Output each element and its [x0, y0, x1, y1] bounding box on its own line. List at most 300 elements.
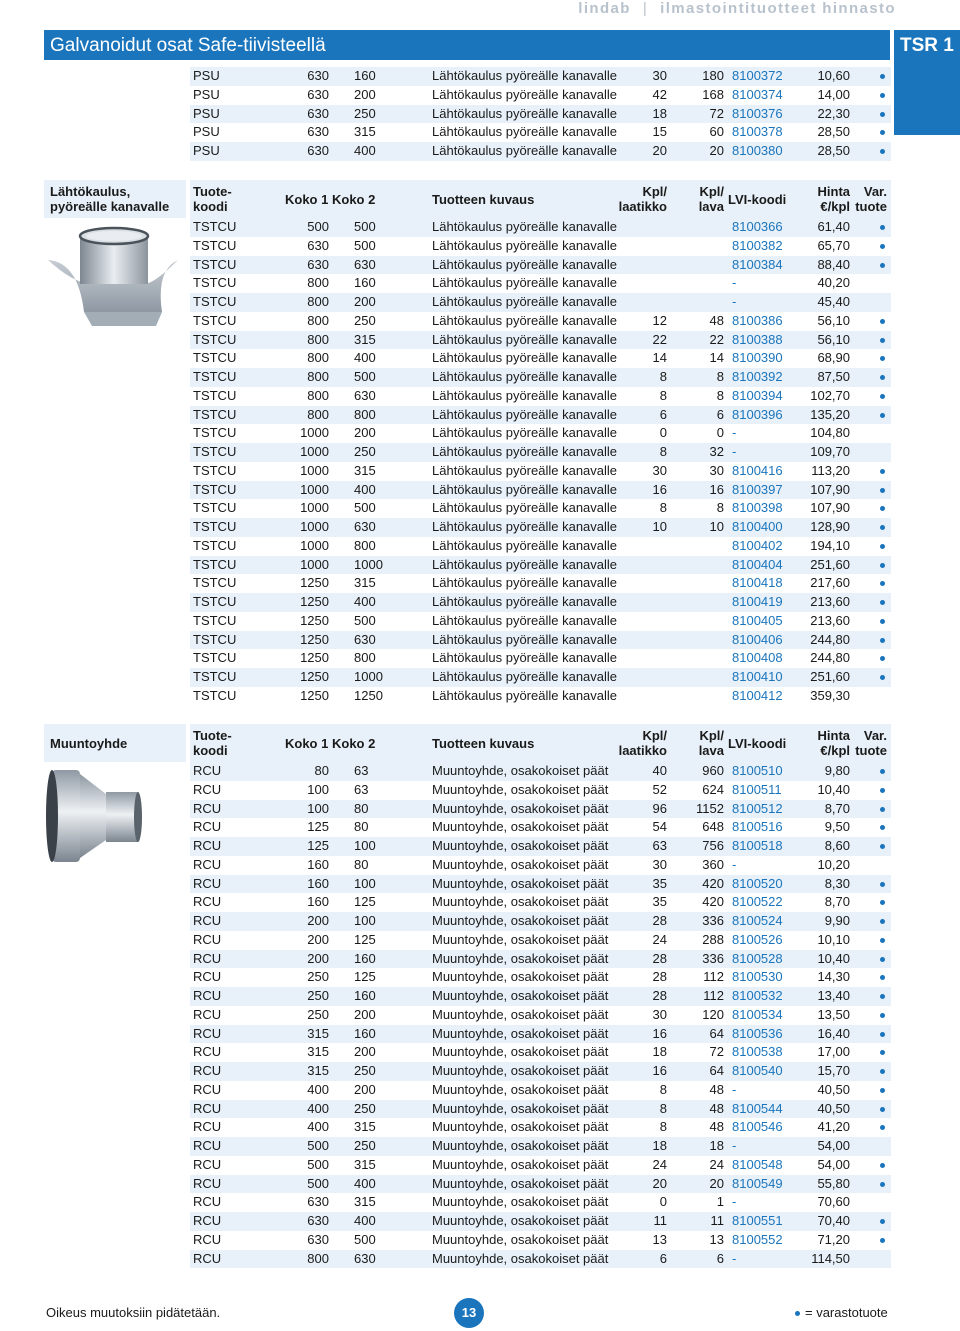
size-1: 500: [307, 1138, 329, 1153]
size-1: 630: [307, 1213, 329, 1228]
stock-dot-icon: [880, 130, 885, 135]
table-row: [190, 424, 891, 443]
lvi-code: 8100388: [732, 331, 783, 347]
product-code: TSTCU: [193, 312, 237, 328]
qty-per-pallet: 756: [702, 838, 724, 853]
product-code: RCU: [193, 969, 222, 985]
qty-per-box: 35: [652, 875, 667, 891]
lvi-code: 8100549: [732, 1175, 783, 1191]
product-description: Muuntoyhde, osakokoiset päät: [432, 894, 609, 910]
size-1: 630: [307, 68, 329, 83]
stock-dot-icon: [880, 225, 885, 230]
table-row: [190, 649, 891, 668]
lvi-code: 8100378: [732, 124, 783, 140]
stock-dot-icon: [880, 93, 885, 98]
size-1: 800: [307, 312, 329, 328]
qty-per-pallet: 48: [709, 1119, 724, 1135]
product-description: Lähtökaulus pyöreälle kanavalle: [432, 105, 618, 121]
qty-per-box: 30: [652, 856, 667, 872]
size-2: 100: [354, 875, 376, 891]
unit-price: 40,20: [817, 275, 850, 291]
unit-price: 40,50: [817, 1081, 850, 1097]
size-2: 160: [354, 1025, 376, 1041]
product-description: Lähtökaulus pyöreälle kanavalle: [432, 631, 618, 647]
qty-per-box: 28: [652, 988, 667, 1003]
size-2: 250: [354, 1138, 376, 1153]
product-description: Muuntoyhde, osakokoiset päät: [432, 800, 609, 816]
header-price: Hinta €/kpl: [817, 184, 850, 214]
unit-price: 107,90: [810, 500, 850, 516]
product-code: TSTCU: [193, 462, 237, 478]
size-1: 1000: [300, 519, 329, 534]
qty-per-box: 18: [652, 105, 667, 121]
lvi-code: 8100551: [732, 1213, 783, 1228]
qty-per-pallet: 22: [709, 331, 724, 347]
unit-price: 135,20: [810, 406, 850, 422]
stock-dot-icon: [880, 563, 885, 568]
size-1: 315: [307, 1044, 329, 1060]
unit-price: 194,10: [810, 537, 850, 553]
table-row: [190, 631, 891, 650]
rcu-table: [190, 724, 891, 1268]
table-row: [190, 1118, 891, 1137]
lvi-code: 8100534: [732, 1006, 783, 1022]
size-2: 500: [354, 369, 376, 384]
stock-dot-icon: [880, 413, 885, 418]
product-code: RCU: [193, 931, 222, 947]
page-title: Galvanoidut osat Safe-tiivisteellä: [44, 30, 890, 60]
lvi-code: 8100552: [732, 1231, 783, 1247]
lvi-code: -: [732, 444, 737, 459]
product-code: PSU: [193, 86, 220, 102]
product-description: Lähtökaulus pyöreälle kanavalle: [432, 124, 618, 140]
stock-dot-icon: [880, 1163, 885, 1168]
header-stock: Var. tuote: [855, 728, 887, 758]
section-label-reducer: Muuntoyhde: [44, 724, 186, 762]
qty-per-box: 20: [652, 143, 667, 158]
size-2: 500: [354, 500, 376, 516]
qty-per-box: 54: [652, 819, 667, 835]
size-2: 125: [354, 894, 376, 910]
size-1: 800: [307, 387, 329, 403]
table-row: [190, 818, 891, 837]
size-1: 1000: [300, 556, 329, 572]
stock-dot-icon: [880, 74, 885, 79]
product-code: TSTCU: [193, 500, 237, 516]
stock-dot-icon: [880, 1088, 885, 1093]
stock-dot-icon: [880, 469, 885, 474]
qty-per-pallet: 420: [702, 894, 724, 910]
qty-per-box: 20: [652, 1175, 667, 1191]
qty-per-box: 40: [652, 763, 667, 778]
size-2: 250: [354, 1100, 376, 1116]
product-description: Muuntoyhde, osakokoiset päät: [432, 1081, 609, 1097]
stock-dot-icon: [880, 675, 885, 680]
header-per-pallet: Kpl/ lava: [698, 728, 724, 758]
qty-per-pallet: 48: [709, 1100, 724, 1116]
product-description: Muuntoyhde, osakokoiset päät: [432, 763, 609, 778]
lvi-code: 8100528: [732, 950, 783, 966]
size-2: 630: [354, 387, 376, 403]
qty-per-pallet: 168: [702, 86, 724, 102]
table-row: [190, 687, 891, 706]
unit-price: 213,60: [810, 612, 850, 628]
size-1: 1000: [300, 500, 329, 516]
table-row: [190, 293, 891, 312]
size-2: 200: [354, 1044, 376, 1060]
unit-price: 70,60: [817, 1194, 850, 1210]
product-code: TSTCU: [193, 481, 237, 497]
stock-dot-icon: [880, 900, 885, 905]
qty-per-box: 22: [652, 331, 667, 347]
unit-price: 22,30: [817, 105, 850, 121]
lvi-code: 8100546: [732, 1119, 783, 1135]
size-2: 80: [354, 819, 369, 835]
unit-price: 9,50: [824, 819, 850, 835]
size-1: 800: [307, 350, 329, 366]
qty-per-box: 30: [652, 68, 667, 83]
qty-per-pallet: 6: [716, 406, 724, 422]
product-description: Lähtökaulus pyöreälle kanavalle: [432, 369, 618, 384]
header-koko1: Koko 1: [285, 192, 329, 207]
stock-dot-icon: [880, 938, 885, 943]
product-code: RCU: [193, 1250, 222, 1266]
size-1: 630: [307, 124, 329, 140]
stock-dot-icon: [880, 244, 885, 249]
stock-dot-icon: [880, 619, 885, 624]
size-1: 630: [307, 1231, 329, 1247]
qty-per-pallet: 64: [709, 1025, 724, 1041]
unit-price: 15,70: [817, 1063, 850, 1078]
size-2: 500: [354, 219, 376, 234]
product-description: Lähtökaulus pyöreälle kanavalle: [432, 537, 618, 553]
product-description: Lähtökaulus pyöreälle kanavalle: [432, 219, 618, 234]
unit-price: 56,10: [817, 312, 850, 328]
stock-dot-icon: [880, 149, 885, 154]
lvi-code: -: [732, 275, 737, 291]
header-price: Hinta €/kpl: [817, 728, 850, 758]
unit-price: 55,80: [817, 1175, 850, 1191]
product-code: RCU: [193, 1119, 222, 1135]
unit-price: 8,30: [824, 875, 850, 891]
lvi-code: 8100404: [732, 556, 783, 572]
product-description: Lähtökaulus pyöreälle kanavalle: [432, 256, 618, 272]
product-code: TSTCU: [193, 537, 237, 553]
unit-price: 71,20: [817, 1231, 850, 1247]
qty-per-pallet: 8: [716, 369, 724, 384]
product-code: TSTCU: [193, 275, 237, 291]
product-code: PSU: [193, 68, 220, 83]
unit-price: 87,50: [817, 369, 850, 384]
table-header: [190, 180, 891, 218]
product-code: TSTCU: [193, 669, 237, 684]
lvi-code: 8100405: [732, 612, 783, 628]
product-description: Muuntoyhde, osakokoiset päät: [432, 838, 609, 853]
qty-per-box: 52: [652, 781, 667, 797]
product-code: TSTCU: [193, 575, 237, 591]
stock-dot-icon: [880, 600, 885, 605]
lvi-code: -: [732, 1138, 737, 1153]
size-1: 400: [307, 1081, 329, 1097]
size-2: 250: [354, 1063, 376, 1078]
stock-dot-icon: [880, 1069, 885, 1074]
size-2: 1250: [354, 687, 383, 703]
qty-per-box: 8: [659, 387, 667, 403]
size-1: 800: [307, 275, 329, 291]
lvi-code: 8100397: [732, 481, 783, 497]
size-2: 500: [354, 237, 376, 253]
table-row: [190, 1062, 891, 1081]
catalog-name: ilmastointituotteet hinnasto: [660, 0, 896, 17]
product-description: Lähtökaulus pyöreälle kanavalle: [432, 86, 618, 102]
qty-per-pallet: 960: [702, 763, 724, 778]
qty-per-pallet: 336: [702, 950, 724, 966]
unit-price: 10,40: [817, 950, 850, 966]
header-koko1: Koko 1: [285, 736, 329, 751]
lvi-code: 8100526: [732, 931, 783, 947]
stock-dot-icon: [880, 544, 885, 549]
unit-price: 65,70: [817, 237, 850, 253]
stock-dot-icon: [880, 1125, 885, 1130]
size-2: 63: [354, 781, 369, 797]
lvi-code: 8100524: [732, 913, 783, 928]
product-description: Lähtökaulus pyöreälle kanavalle: [432, 275, 618, 291]
qty-per-box: 28: [652, 913, 667, 928]
product-description: Muuntoyhde, osakokoiset päät: [432, 1231, 609, 1247]
takeoff-collar-image: [44, 222, 184, 332]
stock-dot-icon: [880, 844, 885, 849]
brand-line: [578, 0, 896, 17]
size-2: 100: [354, 913, 376, 928]
stock-dot-icon: [880, 994, 885, 999]
size-1: 500: [307, 219, 329, 234]
table-row: [190, 968, 891, 987]
qty-per-box: 15: [652, 124, 667, 140]
qty-per-pallet: 6: [716, 1250, 724, 1266]
qty-per-pallet: 648: [702, 819, 724, 835]
product-code: TSTCU: [193, 237, 237, 253]
stock-dot-icon: [880, 656, 885, 661]
header-description: Tuotteen kuvaus: [432, 736, 535, 751]
unit-price: 41,20: [817, 1119, 850, 1135]
stock-dot-icon: [880, 525, 885, 530]
table-row: [190, 1006, 891, 1025]
qty-per-pallet: 32: [709, 444, 724, 459]
product-description: Muuntoyhde, osakokoiset päät: [432, 1250, 609, 1266]
size-1: 800: [307, 1250, 329, 1266]
size-1: 100: [307, 781, 329, 797]
qty-per-pallet: 112: [703, 988, 724, 1003]
product-code: TSTCU: [193, 612, 237, 628]
stock-dot-icon: [880, 807, 885, 812]
qty-per-box: 6: [659, 1250, 667, 1266]
size-2: 315: [354, 1119, 376, 1135]
qty-per-pallet: 120: [702, 1006, 724, 1022]
lvi-code: 8100396: [732, 406, 783, 422]
unit-price: 88,40: [817, 256, 850, 272]
qty-per-box: 14: [652, 350, 667, 366]
lvi-code: 8100540: [732, 1063, 783, 1078]
size-2: 400: [354, 1175, 376, 1191]
lvi-code: 8100520: [732, 875, 783, 891]
unit-price: 68,90: [817, 350, 850, 366]
product-description: Muuntoyhde, osakokoiset päät: [432, 1138, 609, 1153]
qty-per-box: 24: [652, 931, 667, 947]
size-2: 400: [354, 1213, 376, 1228]
stock-dot-icon: [880, 975, 885, 980]
header-code: Tuote- koodi: [193, 184, 232, 214]
stock-dot-icon: [880, 394, 885, 399]
product-code: RCU: [193, 913, 222, 928]
lvi-code: 8100511: [732, 781, 782, 797]
size-1: 800: [307, 331, 329, 347]
unit-price: 14,30: [817, 969, 850, 985]
stock-dot-icon: [880, 1107, 885, 1112]
product-description: Muuntoyhde, osakokoiset päät: [432, 1156, 609, 1172]
qty-per-pallet: 48: [709, 312, 724, 328]
size-1: 1250: [300, 612, 329, 628]
size-1: 80: [314, 763, 329, 778]
product-description: Muuntoyhde, osakokoiset päät: [432, 913, 609, 928]
product-code: RCU: [193, 1213, 222, 1228]
product-description: Lähtökaulus pyöreälle kanavalle: [432, 143, 618, 158]
table-row: [190, 574, 891, 593]
table-row: [190, 312, 891, 331]
size-2: 100: [354, 838, 376, 853]
unit-price: 8,70: [824, 894, 850, 910]
table-row: [190, 1175, 891, 1194]
product-description: Lähtökaulus pyöreälle kanavalle: [432, 650, 618, 666]
qty-per-pallet: 64: [709, 1063, 724, 1078]
qty-per-box: 10: [652, 519, 667, 534]
size-2: 630: [354, 519, 376, 534]
size-1: 630: [307, 1194, 329, 1210]
unit-price: 17,00: [817, 1044, 850, 1060]
product-description: Lähtökaulus pyöreälle kanavalle: [432, 519, 618, 534]
qty-per-pallet: 72: [709, 1044, 724, 1060]
size-1: 1250: [300, 631, 329, 647]
stock-dot-icon: [880, 506, 885, 511]
table-row: [190, 1043, 891, 1062]
size-1: 500: [307, 1175, 329, 1191]
qty-per-box: 16: [652, 481, 667, 497]
header-lvi: LVI-koodi: [728, 736, 787, 751]
product-code: TSTCU: [193, 387, 237, 403]
qty-per-pallet: 360: [702, 856, 724, 872]
header-code: Tuote- koodi: [193, 728, 232, 758]
lvi-code: 8100544: [732, 1100, 783, 1116]
size-2: 1000: [354, 669, 383, 684]
qty-per-box: 24: [652, 1156, 667, 1172]
product-code: RCU: [193, 988, 222, 1003]
stock-dot-icon: [880, 112, 885, 117]
qty-per-box: 0: [659, 1194, 667, 1210]
size-2: 315: [354, 1156, 376, 1172]
lvi-code: 8100380: [732, 143, 783, 158]
table-row: [190, 987, 891, 1006]
lvi-code: 8100408: [732, 650, 783, 666]
product-code: RCU: [193, 950, 222, 966]
product-code: TSTCU: [193, 256, 237, 272]
size-1: 400: [307, 1100, 329, 1116]
lvi-code: 8100536: [732, 1025, 783, 1041]
table-row: [190, 950, 891, 969]
size-1: 1250: [300, 594, 329, 609]
table-row: [190, 1250, 891, 1269]
product-description: Lähtökaulus pyöreälle kanavalle: [432, 669, 618, 684]
qty-per-box: 11: [653, 1213, 667, 1228]
product-code: TSTCU: [193, 687, 237, 703]
lvi-code: 8100518: [732, 838, 783, 853]
table-row: [190, 1081, 891, 1100]
header-description: Tuotteen kuvaus: [432, 192, 535, 207]
size-1: 1250: [300, 669, 329, 684]
table-row: [190, 1137, 891, 1156]
product-code: RCU: [193, 1006, 222, 1022]
unit-price: 40,50: [817, 1100, 850, 1116]
qty-per-pallet: 72: [709, 105, 724, 121]
product-description: Muuntoyhde, osakokoiset päät: [432, 856, 609, 872]
size-2: 200: [354, 86, 376, 102]
lvi-code: 8100512: [732, 800, 783, 816]
lvi-code: -: [732, 856, 737, 872]
product-code: RCU: [193, 800, 222, 816]
size-2: 400: [354, 350, 376, 366]
unit-price: 14,00: [817, 86, 850, 102]
qty-per-pallet: 20: [709, 1175, 724, 1191]
product-description: Lähtökaulus pyöreälle kanavalle: [432, 556, 618, 572]
table-row: [190, 256, 891, 275]
product-description: Muuntoyhde, osakokoiset päät: [432, 950, 609, 966]
qty-per-box: 18: [652, 1138, 667, 1153]
product-description: Lähtökaulus pyöreälle kanavalle: [432, 350, 618, 366]
table-row: [190, 387, 891, 406]
size-2: 315: [354, 331, 376, 347]
size-2: 800: [354, 537, 376, 553]
brand-separator: |: [642, 0, 649, 17]
product-code: RCU: [193, 763, 222, 778]
product-description: Lähtökaulus pyöreälle kanavalle: [432, 444, 618, 459]
stock-dot-icon: [880, 882, 885, 887]
product-code: TSTCU: [193, 650, 237, 666]
size-2: 80: [354, 800, 369, 816]
lvi-code: 8100366: [732, 219, 783, 234]
size-2: 315: [354, 462, 376, 478]
table-row: [190, 142, 891, 161]
qty-per-pallet: 288: [702, 931, 724, 947]
unit-price: 8,70: [824, 800, 850, 816]
unit-price: 213,60: [810, 594, 850, 609]
unit-price: 10,60: [817, 68, 850, 83]
footer-note: Oikeus muutoksiin pidätetään.: [46, 1305, 221, 1320]
qty-per-pallet: 20: [709, 143, 724, 158]
table-row: [190, 612, 891, 631]
qty-per-box: 18: [652, 1044, 667, 1060]
unit-price: 109,70: [810, 444, 850, 459]
size-1: 1000: [300, 481, 329, 497]
product-description: Muuntoyhde, osakokoiset päät: [432, 1044, 609, 1060]
size-2: 200: [354, 294, 376, 309]
unit-price: 61,40: [817, 219, 850, 234]
unit-price: 13,40: [817, 988, 850, 1003]
table-row: [190, 1231, 891, 1250]
product-code: RCU: [193, 1138, 222, 1153]
qty-per-box: 28: [652, 969, 667, 985]
stock-legend: [795, 1305, 888, 1320]
size-1: 160: [307, 875, 329, 891]
product-description: Lähtökaulus pyöreälle kanavalle: [432, 425, 618, 441]
table-row: [190, 1212, 891, 1231]
